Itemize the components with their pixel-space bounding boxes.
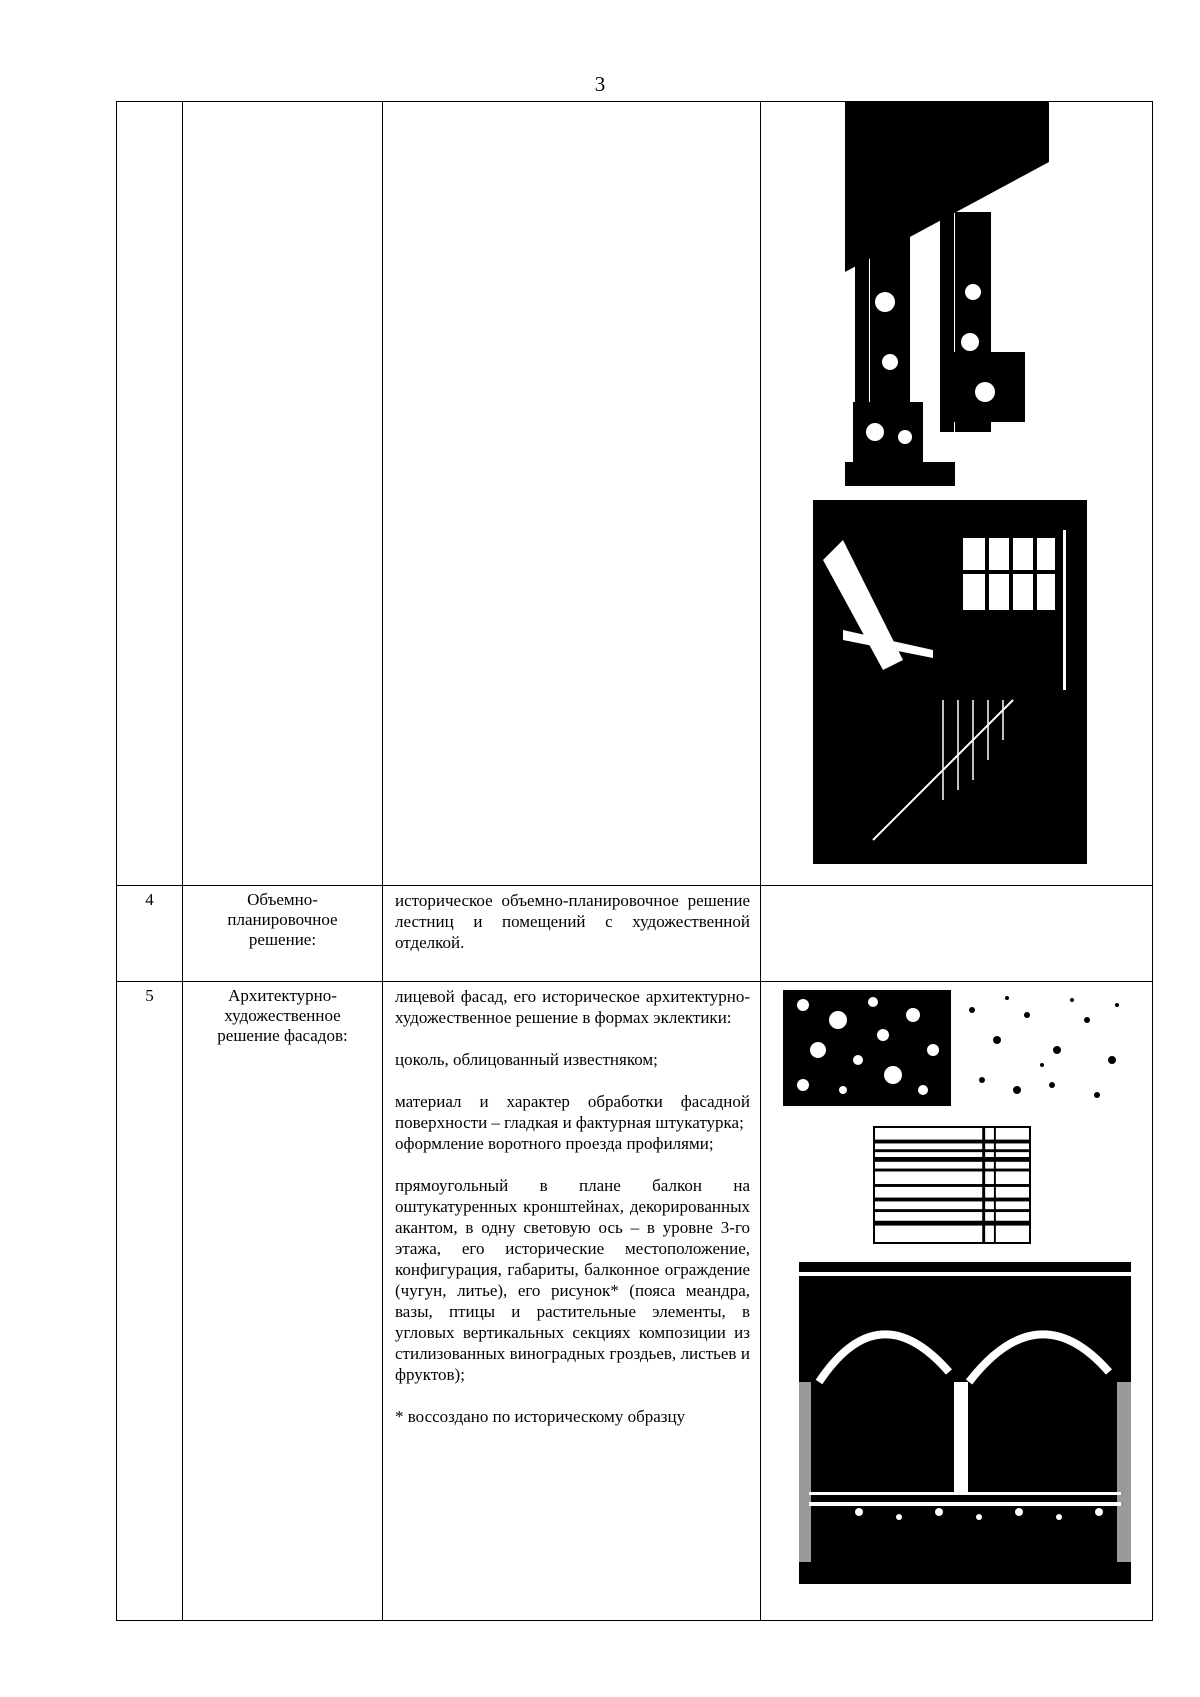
- row-number-cell: [117, 102, 183, 886]
- description-text: оформление воротного проезда профилями;: [395, 1134, 714, 1153]
- gate-profile-photo: [873, 1126, 1031, 1244]
- balcony-windows-photo: [799, 1262, 1131, 1584]
- description-text: цоколь, облицованный известняком;: [395, 1050, 658, 1069]
- row-description-cell: [383, 886, 761, 982]
- description-text: прямоугольный в плане балкон на оштукатуренных кронштейнах, декорированных акантом, в одну световую ось – в уровне 3-го этажа, его исторические местоположение, конфигурация, габариты, балконное ограждение (чугун, литье), его рисунок* (пояса меандра, вазы, птицы и растительные элементы, в угловых вертикальных секциях композиции из стилизованных виноградных гроздьев, листьев и фруктов);: [395, 1176, 750, 1384]
- row-images-cell: [761, 886, 1153, 982]
- row-name-cell: [183, 102, 383, 886]
- footnote-text: * воссоздано по историческому образцу: [395, 1407, 686, 1426]
- table-row: [117, 886, 1153, 982]
- row-name-cell: Объемно-планировочное решение:: [183, 886, 383, 982]
- row-name-cell: Архитектурно-художественное решение фасадов:: [183, 982, 383, 1621]
- table-row: [117, 102, 1153, 886]
- description-text: материал и характер обработки фасадной поверхности – гладкая и фактурная штукатурка;: [395, 1092, 750, 1132]
- row-number-cell: 5: [117, 982, 183, 1621]
- description-text: историческое объемно-планировочное решение лестниц и помещений с художественной отделкой.: [395, 891, 750, 952]
- cast-iron-stair-columns-photo: [845, 102, 1049, 486]
- row-description-cell: [383, 102, 761, 886]
- table-row: [117, 982, 1153, 1621]
- row-images-cell: [761, 982, 1153, 1621]
- limestone-texture-photo: [783, 990, 951, 1106]
- staircase-window-photo: [813, 500, 1087, 864]
- monument-subject-table: [116, 101, 1153, 1621]
- row-images-cell: [761, 102, 1153, 886]
- row-description-cell: [383, 982, 761, 1621]
- row-number-cell: 4: [117, 886, 183, 982]
- plaster-texture-photo: [957, 990, 1127, 1106]
- page-number: 3: [594, 72, 606, 96]
- description-text: лицевой фасад, его историческое архитектурно-художественное решение в формах эклектики:: [395, 987, 750, 1027]
